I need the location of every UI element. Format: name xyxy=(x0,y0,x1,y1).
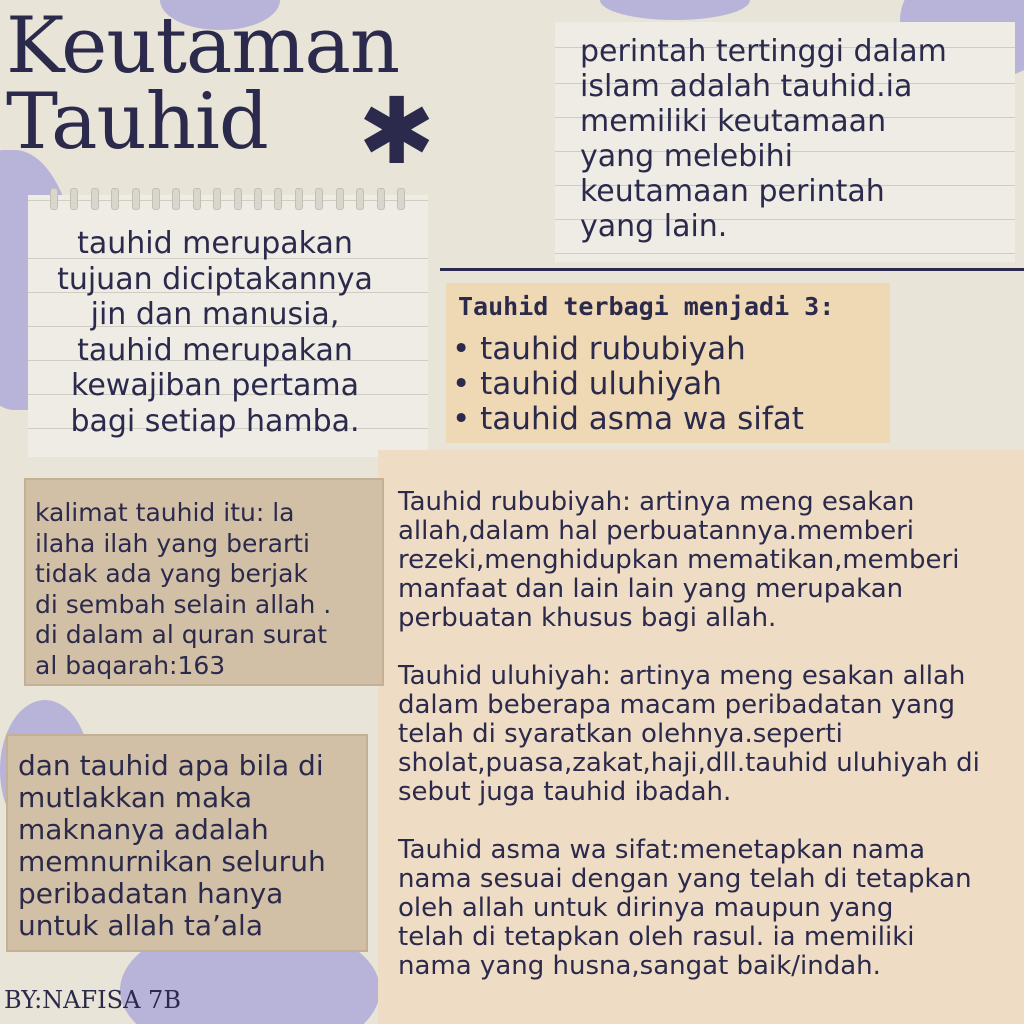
text-line: maknanya adalah xyxy=(18,813,269,846)
text-line: perbuatan khusus bagi allah. xyxy=(398,603,777,633)
mutlak-card-text xyxy=(18,750,363,942)
asterisk-icon: ✱ xyxy=(358,78,436,185)
kalimat-card-text xyxy=(35,498,380,681)
text-line: kalimat tauhid itu: la xyxy=(35,498,295,527)
text-line: mutlakkan maka xyxy=(18,781,252,814)
lavender-blob xyxy=(600,0,750,20)
text-line: peribadatan hanya xyxy=(18,877,284,910)
text-line: di sembah selain allah . xyxy=(35,589,332,619)
asma-wa-sifat-paragraph xyxy=(398,836,1018,981)
types-heading: Tauhid terbagi menjadi 3: xyxy=(458,292,835,321)
note-line: tujuan diciptakannya xyxy=(57,261,373,297)
text-line: telah di tetapkan oleh rasul. ia memiliki xyxy=(398,922,915,952)
list-item: • tauhid uluhiyah xyxy=(452,367,804,402)
text-line: dalam beberapa macam peribadatan yang xyxy=(398,690,956,720)
note-line: memiliki keutamaan xyxy=(580,104,887,139)
text-line: memnurnikan seluruh xyxy=(18,845,326,878)
note-line: jin dan manusia, xyxy=(90,297,340,332)
note-line: tauhid merupakan xyxy=(77,226,353,261)
text-line: Tauhid asma wa sifat:menetapkan nama xyxy=(398,835,926,865)
text-line: oleh allah untuk dirinya maupun yang xyxy=(398,893,894,923)
text-line: Tauhid uluhiyah: artinya meng esakan allah xyxy=(398,661,966,691)
note-line: kewajiban pertama xyxy=(71,368,359,403)
left-note-text xyxy=(30,226,400,439)
note-line: bagi setiap hamba. xyxy=(70,403,360,439)
author-byline: BY:NAFISA 7B xyxy=(4,986,181,1014)
text-line: di dalam al quran surat xyxy=(35,620,328,649)
top-right-note-text xyxy=(580,34,1020,244)
divider-line xyxy=(440,268,1024,271)
text-line: dan tauhid apa bila di xyxy=(18,749,324,782)
binder-holes xyxy=(50,188,405,210)
list-item: • tauhid asma wa sifat xyxy=(452,402,804,437)
text-line: manfaat dan lain lain yang merupakan xyxy=(398,574,904,604)
text-line: Tauhid rububiyah: artinya meng esakan xyxy=(398,487,915,517)
text-line: nama sesuai dengan yang telah di tetapkan xyxy=(398,864,972,894)
note-line: perintah tertinggi dalam xyxy=(580,34,947,69)
uluhiyah-paragraph xyxy=(398,662,1018,807)
text-line: rezeki,menghidupkan mematikan,memberi xyxy=(398,545,960,575)
text-line: untuk allah ta’ala xyxy=(18,909,263,942)
text-line: tidak ada yang berjak xyxy=(35,559,308,588)
text-line: nama yang husna,sangat baik/indah. xyxy=(398,951,881,981)
explanation-text xyxy=(398,488,1018,1010)
title-line-2: Tauhid xyxy=(6,77,268,167)
text-line: ilaha ilah yang berarti xyxy=(35,528,310,558)
note-line: yang melebihi xyxy=(580,139,793,174)
text-line: telah di syaratkan olehnya.seperti xyxy=(398,719,843,749)
poster-title xyxy=(6,1,400,167)
note-line: yang lain. xyxy=(580,209,728,244)
text-line: sebut juga tauhid ibadah. xyxy=(398,777,732,807)
note-line: keutamaan perintah xyxy=(580,174,885,209)
rububiyah-paragraph xyxy=(398,488,1018,633)
note-line: islam adalah tauhid.ia xyxy=(580,69,913,104)
list-item: • tauhid rububiyah xyxy=(452,332,804,367)
text-line: al baqarah:163 xyxy=(35,650,226,680)
types-list xyxy=(452,332,804,437)
note-line: tauhid merupakan xyxy=(77,332,353,368)
text-line: allah,dalam hal perbuatannya.memberi xyxy=(398,516,914,546)
text-line: sholat,puasa,zakat,haji,dll.tauhid uluhiyah di xyxy=(398,748,980,778)
title-line-1: Keutaman xyxy=(6,1,400,91)
